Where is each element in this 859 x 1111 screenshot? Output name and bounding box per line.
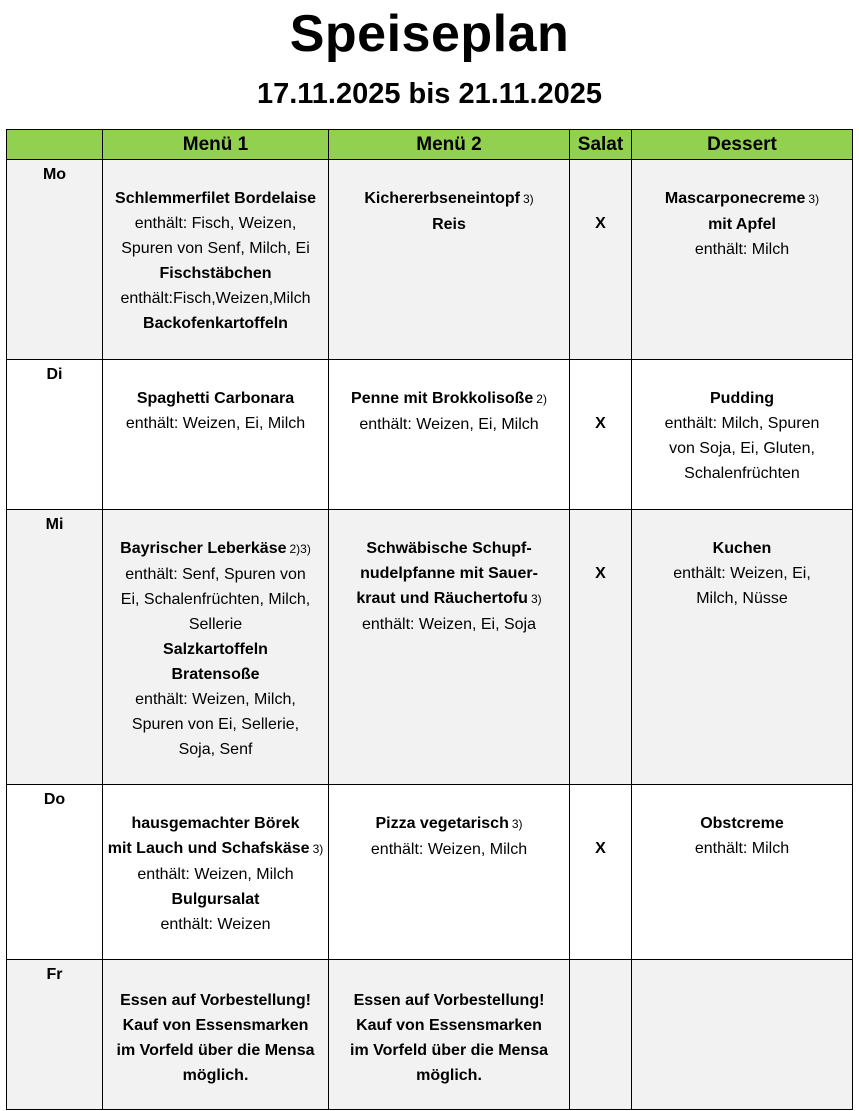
menu1-cell <box>103 785 329 960</box>
line-text: enthält: Weizen, Ei, Milch <box>125 415 306 432</box>
row-fr <box>7 960 853 1110</box>
salat-mark: X <box>595 840 606 857</box>
menu-table <box>6 129 853 1110</box>
row-do <box>7 785 853 960</box>
line-text: enthält: Milch <box>694 840 790 857</box>
additive-note: 3) <box>808 192 820 206</box>
line-text: Ei, Schalenfrüchten, Milch, <box>120 591 311 608</box>
row-mo <box>7 160 853 360</box>
menu2-cell <box>329 160 570 360</box>
menu2-cell <box>329 785 570 960</box>
line-text: hausgemachter Börek <box>131 815 300 832</box>
dish-name <box>103 186 328 211</box>
dish-name <box>632 212 852 237</box>
dish-name <box>329 186 569 212</box>
line-text: Essen auf Vorbestellung! <box>353 992 545 1009</box>
day-label: Mo <box>7 160 103 360</box>
line-text: Kichererbseneintopf <box>364 190 520 207</box>
salat-cell <box>570 960 632 1110</box>
line-text: enthält: Weizen, Milch <box>370 841 528 858</box>
line-text: enthält:Fisch,Weizen,Milch <box>120 290 311 307</box>
day-label: Di <box>7 360 103 510</box>
dish-name <box>103 1063 328 1088</box>
date-range: 17.11.2025 bis 21.11.2025 <box>256 78 603 110</box>
line-text: Kauf von Essensmarken <box>122 1017 309 1034</box>
dish-name <box>103 887 328 912</box>
line-text: Salzkartoffeln <box>163 641 268 658</box>
additive-note: 3) <box>312 842 324 856</box>
additive-note: 3) <box>530 592 542 606</box>
line-text: mit Apfel <box>708 216 776 233</box>
dish-name <box>329 1063 569 1088</box>
line-text: mit Lauch und Schafskäse <box>107 840 310 857</box>
menu1-cell <box>103 360 329 510</box>
line-text: enthält: Weizen, Ei, Soja <box>361 616 537 633</box>
dish-name <box>329 561 569 586</box>
allergen-info <box>103 712 328 737</box>
line-text: Mascarponecreme <box>664 190 806 207</box>
dessert-cell <box>632 960 853 1110</box>
line-text: enthält: Milch <box>694 241 790 258</box>
line-text: im Vorfeld über die Mensa <box>116 1042 315 1059</box>
line-text: Spuren von Ei, Sellerie, <box>131 716 300 733</box>
dish-name <box>103 637 328 662</box>
line-text: Essen auf Vorbestellung! <box>120 992 311 1009</box>
row-di <box>7 360 853 510</box>
allergen-info <box>632 586 852 611</box>
line-text: Milch, Nüsse <box>696 590 788 607</box>
line-text: enthält: Fisch, Weizen, <box>134 215 297 232</box>
dessert-cell <box>632 510 853 785</box>
line-text: enthält: Milch, Spuren <box>664 415 820 432</box>
salat-cell <box>570 160 632 360</box>
line-text: Obstcreme <box>700 815 784 832</box>
line-text: enthält: Senf, Spuren von <box>125 566 306 583</box>
line-text: Backofenkartoffeln <box>143 315 288 332</box>
dish-name <box>329 586 569 612</box>
dish-name <box>103 261 328 286</box>
dish-name <box>329 1038 569 1063</box>
line-text: im Vorfeld über die Mensa <box>350 1042 548 1059</box>
allergen-info <box>632 237 852 262</box>
additive-note: 2)3) <box>289 542 311 556</box>
header-dessert: Dessert <box>632 130 853 160</box>
line-text: nudelpfanne mit Sauer- <box>360 565 538 582</box>
page-title: Speiseplan <box>289 5 570 63</box>
line-text: kraut und Räuchertofu <box>356 590 528 607</box>
allergen-info <box>103 862 328 887</box>
dish-name <box>632 386 852 411</box>
line-text: enthält: Weizen, Milch <box>137 866 294 883</box>
menu2-cell <box>329 960 570 1110</box>
salat-mark: X <box>595 215 606 232</box>
day-label: Fr <box>7 960 103 1110</box>
allergen-info <box>103 211 328 236</box>
line-text: Fischstäbchen <box>159 265 272 282</box>
allergen-info <box>329 837 569 862</box>
allergen-info <box>103 587 328 612</box>
line-text: enthält: Weizen, Milch, <box>135 691 296 708</box>
salat-mark <box>570 960 631 1011</box>
salat-cell <box>570 785 632 960</box>
salat-mark: X <box>595 415 606 432</box>
line-text: Soja, Senf <box>178 741 253 758</box>
dish-name <box>329 988 569 1013</box>
menu1-cell <box>103 160 329 360</box>
line-text: enthält: Weizen <box>160 916 271 933</box>
row-mi <box>7 510 853 785</box>
allergen-info <box>103 687 328 712</box>
dish-name <box>103 1013 328 1038</box>
day-label: Do <box>7 785 103 960</box>
allergen-info <box>103 236 328 261</box>
line-text: möglich. <box>182 1067 249 1084</box>
line-text: Sellerie <box>188 616 243 633</box>
line-text: Reis <box>432 216 466 233</box>
allergen-info <box>103 612 328 637</box>
allergen-info <box>632 461 852 486</box>
menu1-cell <box>103 960 329 1110</box>
line-text: Schalenfrüchten <box>684 465 800 482</box>
line-text: Spuren von Senf, Milch, Ei <box>121 240 310 257</box>
allergen-info <box>103 286 328 311</box>
line-text: Schwäbische Schupf- <box>366 540 532 557</box>
allergen-info <box>103 562 328 587</box>
menu1-cell <box>103 510 329 785</box>
salat-mark: X <box>595 565 606 582</box>
allergen-info <box>632 411 852 436</box>
dessert-cell <box>632 360 853 510</box>
dessert-cell <box>632 785 853 960</box>
allergen-info <box>329 612 569 637</box>
header-menu2: Menü 2 <box>329 130 570 160</box>
allergen-info <box>103 737 328 762</box>
line-text: möglich. <box>416 1067 482 1084</box>
dish-name <box>103 536 328 562</box>
line-text: enthält: Weizen, Ei, Milch <box>359 416 539 433</box>
line-text: Spaghetti Carbonara <box>136 390 295 407</box>
line-text: von Soja, Ei, Gluten, <box>669 440 815 457</box>
header-day <box>7 130 103 160</box>
dish-name <box>103 1038 328 1063</box>
allergen-info <box>632 561 852 586</box>
dish-name <box>329 1013 569 1038</box>
allergen-info <box>632 436 852 461</box>
menu2-cell <box>329 360 570 510</box>
menu2-cell <box>329 510 570 785</box>
line-text: Schlemmerfilet Bordelaise <box>115 190 316 207</box>
dish-name <box>329 811 569 837</box>
salat-cell <box>570 510 632 785</box>
line-text: Bulgursalat <box>171 891 260 908</box>
additive-note: 3) <box>522 192 534 206</box>
allergen-info <box>632 836 852 861</box>
line-text: Bayrischer Leberkäse <box>120 540 287 557</box>
dish-name <box>103 662 328 687</box>
line-text: Kauf von Essensmarken <box>356 1017 542 1034</box>
line-text: Pudding <box>710 390 774 407</box>
dish-name <box>103 836 328 862</box>
dish-name <box>632 536 852 561</box>
line-text: enthält: Weizen, Ei, <box>673 565 811 582</box>
additive-note: 2) <box>536 392 547 406</box>
dish-name <box>103 311 328 336</box>
line-text: Pizza vegetarisch <box>375 815 509 832</box>
additive-note: 3) <box>511 817 523 831</box>
dessert-cell <box>632 160 853 360</box>
dish-name <box>329 386 569 412</box>
allergen-info <box>329 412 569 437</box>
dish-name <box>103 988 328 1013</box>
header-salat: Salat <box>570 130 632 160</box>
header-row <box>7 130 853 160</box>
dish-name <box>329 212 569 237</box>
dish-name <box>329 536 569 561</box>
dish-name <box>103 386 328 411</box>
header-menu1: Menü 1 <box>103 130 329 160</box>
line-text: Bratensoße <box>171 666 260 683</box>
dish-name <box>103 811 328 836</box>
day-label: Mi <box>7 510 103 785</box>
allergen-info <box>103 912 328 937</box>
salat-cell <box>570 360 632 510</box>
allergen-info <box>103 411 328 436</box>
dish-name <box>632 811 852 836</box>
dish-name <box>632 186 852 212</box>
line-text: Kuchen <box>712 540 772 557</box>
line-text: Penne mit Brokkolisoße <box>351 390 534 407</box>
